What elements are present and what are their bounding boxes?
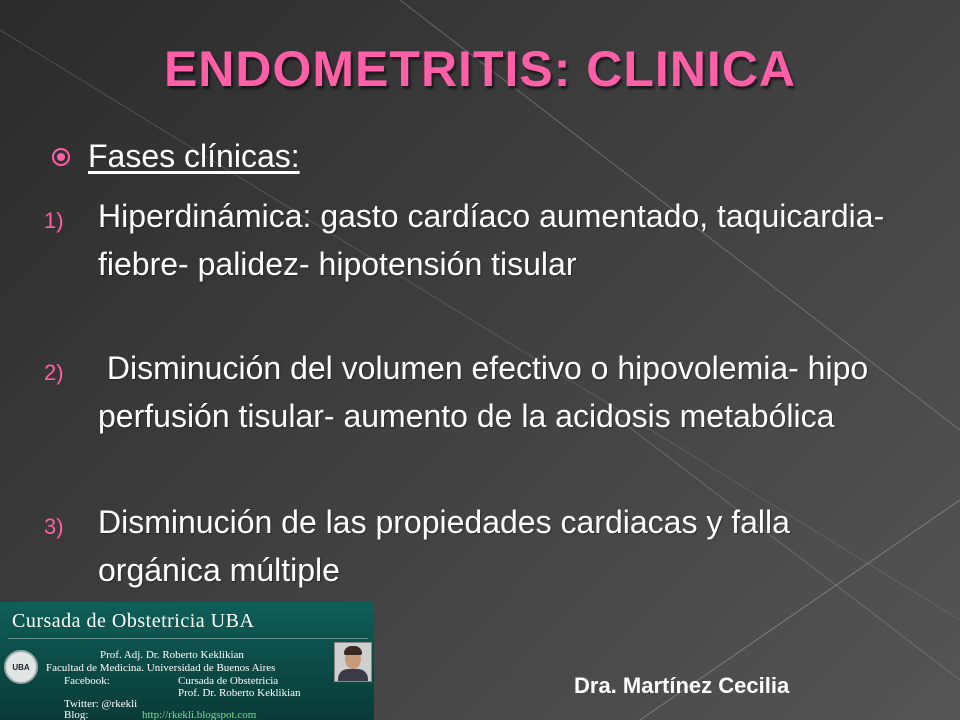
uba-seal-icon: UBA	[4, 650, 38, 684]
list-item-text: Disminución del volumen efectivo o hipovolemia- hipo perfusión tisular- aumento de la acidosis metabólica	[98, 350, 869, 434]
slide-title: ENDOMETRITIS: CLINICA	[163, 41, 797, 97]
slide-subtitle: Fases clínicas:	[88, 138, 300, 174]
list-item-number: 3)	[44, 514, 64, 539]
subtitle-row	[52, 138, 300, 175]
list-item-text: Disminución de las propiedades cardiacas y falla orgánica múltiple	[98, 504, 790, 588]
banner-facebook-value-1: Cursada de Obstetricia	[178, 675, 279, 687]
target-icon	[52, 148, 70, 166]
banner-twitter: Twitter: @rkekli	[64, 698, 138, 710]
banner-blog-label: Blog:	[64, 709, 89, 720]
course-banner	[0, 602, 374, 720]
list-item-text: Hiperdinámica: gasto cardíaco aumentado, taquicardia- fiebre- palidez- hipotensión tisular	[98, 198, 885, 282]
banner-faculty: Facultad de Medicina. Universidad de Buenos Aires	[46, 662, 276, 674]
banner-blog-link[interactable]: http://rkekli.blogspot.com	[142, 709, 257, 720]
author-name: Dra. Martínez Cecilia	[574, 673, 790, 698]
professor-portrait	[334, 642, 372, 682]
banner-professor: Prof. Adj. Dr. Roberto Keklikian	[100, 649, 244, 661]
banner-facebook-label: Facebook:	[64, 675, 110, 687]
list-item-number: 1)	[44, 208, 64, 233]
banner-divider	[8, 638, 368, 639]
list-item-number: 2)	[44, 360, 64, 385]
banner-facebook-value-2: Prof. Dr. Roberto Keklikian	[178, 687, 301, 699]
banner-title: Cursada de Obstetricia UBA	[12, 610, 255, 632]
